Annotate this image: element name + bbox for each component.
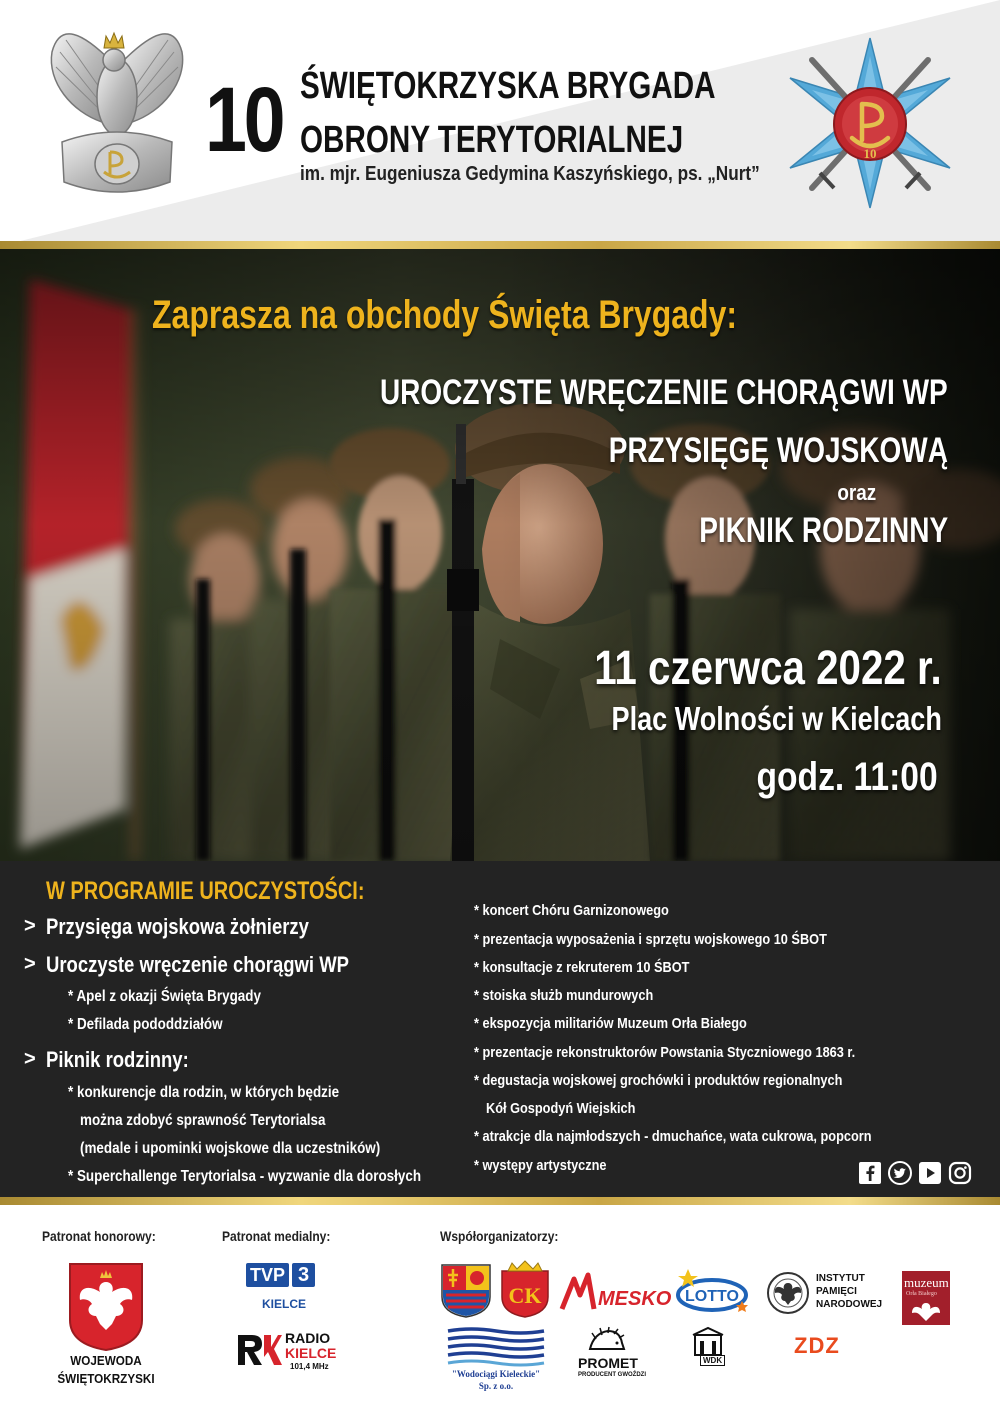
ipn-name-line2: PAMIĘCI (816, 1286, 857, 1297)
lotto-logo-icon (674, 1267, 752, 1315)
program-subitem: * Defilada pododdziałów (68, 1016, 223, 1033)
program-item-oath: Przysięga wojskowa żołnierzy (46, 914, 309, 939)
event-conjunction: oraz (837, 480, 876, 505)
chevron-right-icon: > (24, 953, 36, 975)
radio-frequency: 101,4 MHz (290, 1362, 329, 1371)
radio-name-line2: KIELCE (285, 1345, 337, 1361)
kielce-crest-letters: CK (508, 1283, 542, 1308)
program-item-picnic: Piknik rodzinny: (46, 1047, 189, 1072)
museum-subtitle: Orła Białego (906, 1291, 937, 1297)
sponsors-footer (0, 1205, 1000, 1414)
program-subitem: (medale i upominki wojskowe dla uczestników) (80, 1140, 381, 1157)
hero-photo-section (0, 249, 1000, 861)
museum-logo (902, 1271, 950, 1325)
event-military-oath: PRZYSIĘGĘ WOJSKOWĄ (608, 431, 948, 470)
event-flag-ceremony: UROCZYSTE WRĘCZENIE CHORĄGWI WP (380, 373, 948, 412)
brigade-name-line2: OBRONY TERYTORIALNEJ (300, 119, 684, 161)
mesko-logo-icon (560, 1271, 672, 1313)
coorganizers-label: Współorganizatorzy: (440, 1228, 559, 1244)
tvp3-logo (246, 1263, 322, 1287)
museum-eagle-icon (908, 1301, 944, 1323)
mesko-wordmark: MESKO (598, 1288, 672, 1310)
event-place: Plac Wolności w Kielcach (611, 700, 942, 737)
brigade-number: 10 (205, 69, 283, 171)
program-right-item: * stoiska służb mundurowych (474, 987, 654, 1004)
brigade-name-line1: ŚWIĘTOKRZYSKA BRYGADA (300, 65, 716, 107)
kielce-city-crest-icon (500, 1261, 550, 1319)
program-subitem: * Superchallenge Terytorialsa - wyzwanie dla dorosłych (68, 1168, 422, 1185)
tvp-city: KIELCE (262, 1297, 307, 1311)
tvp-number: 3 (292, 1263, 315, 1287)
program-right-item: * prezentacja wyposażenia i sprzętu wojskowego 10 ŚBOT (474, 931, 827, 948)
program-subitem: * Apel z okazji Święta Brygady (68, 988, 261, 1005)
event-time: godz. 11:00 (756, 755, 938, 799)
promet-wordmark: PROMET (578, 1355, 638, 1371)
wdk-building-icon (692, 1327, 724, 1357)
program-subitem: można zdobyć sprawność Terytorialsa (80, 1112, 326, 1129)
header (0, 0, 1000, 246)
ipn-name-line3: NARODOWEJ (816, 1299, 883, 1310)
media-patronage-label: Patronat medialny: (222, 1228, 331, 1244)
program-right-item: * degustacja wojskowej grochówki i produktów regionalnych (474, 1072, 843, 1089)
wodociagi-logo-icon (446, 1327, 546, 1367)
chevron-right-icon: > (24, 915, 36, 937)
facebook-icon[interactable] (858, 1161, 882, 1185)
eagle-emblem-icon (42, 12, 192, 212)
wodociagi-company: Sp. z o.o. (478, 1381, 514, 1391)
radio-kielce-logo-icon (236, 1333, 282, 1367)
program-heading: W PROGRAMIE UROCZYSTOŚCI: (46, 877, 365, 905)
gold-divider-bottom (0, 1197, 1000, 1205)
lotto-wordmark: LOTTO (685, 1288, 739, 1305)
voivode-name-line2: ŚWIĘTOKRZYSKI (57, 1371, 155, 1386)
promet-hedgehog-icon (586, 1327, 626, 1353)
program-right-item: * koncert Chóru Garnizonowego (474, 902, 669, 919)
star-emblem-number: 10 (863, 146, 877, 161)
program-section (0, 861, 1000, 1197)
youtube-icon[interactable] (918, 1161, 942, 1185)
wodociagi-name: "Wodociągi Kieleckie" (451, 1369, 541, 1379)
invite-heading: Zaprasza na obchody Święta Brygady: (152, 293, 738, 337)
zdz-wordmark: ZDZ (794, 1333, 840, 1358)
voivode-name-line1: WOJEWODA (70, 1353, 142, 1368)
voivode-coat-of-arms-icon (66, 1260, 146, 1352)
brigade-patron: im. mjr. Eugeniusza Gedymina Kaszyńskiego, ps. „Nurt” (300, 163, 760, 185)
program-right-item: * konsultacje z rekruterem 10 ŚBOT (474, 959, 690, 976)
program-right-item: * atrakcje dla najmłodszych - dmuchańce, wata cukrowa, popcorn (474, 1128, 872, 1145)
tvp-brand: TVP (246, 1263, 289, 1287)
program-subitem: * konkurencje dla rodzin, w których będzie (68, 1084, 340, 1101)
instagram-icon[interactable] (948, 1161, 972, 1185)
gold-divider-top (0, 241, 1000, 249)
swietokrzyskie-coat-of-arms-icon (440, 1263, 492, 1319)
radio-name-line1: RADIO (285, 1330, 331, 1346)
program-right-item: * występy artystyczne (474, 1157, 607, 1174)
program-right-item: Kół Gospodyń Wiejskich (486, 1100, 636, 1117)
event-family-picnic: PIKNIK RODZINNY (699, 511, 948, 550)
event-date: 11 czerwca 2022 r. (594, 642, 942, 695)
program-item-flag: Uroczyste wręczenie chorągwi WP (46, 952, 349, 977)
social-links (858, 1161, 972, 1189)
ipn-seal-icon (766, 1271, 810, 1315)
brigade-star-emblem-icon (790, 38, 950, 208)
honorary-patronage-label: Patronat honorowy: (42, 1228, 156, 1244)
program-right-item: * ekspozycja militariów Muzeum Orła Białego (474, 1015, 747, 1032)
chevron-right-icon: > (24, 1048, 36, 1070)
museum-wordmark: muzeum (904, 1275, 949, 1290)
program-right-item: * prezentacje rekonstruktorów Powstania Styczniowego 1863 r. (474, 1044, 856, 1061)
wdk-wordmark: WDK (700, 1355, 725, 1366)
promet-subtitle: PRODUCENT GWOŹDZI (578, 1372, 646, 1378)
ipn-name-line1: INSTYTUT (816, 1273, 865, 1284)
twitter-icon[interactable] (888, 1161, 912, 1185)
